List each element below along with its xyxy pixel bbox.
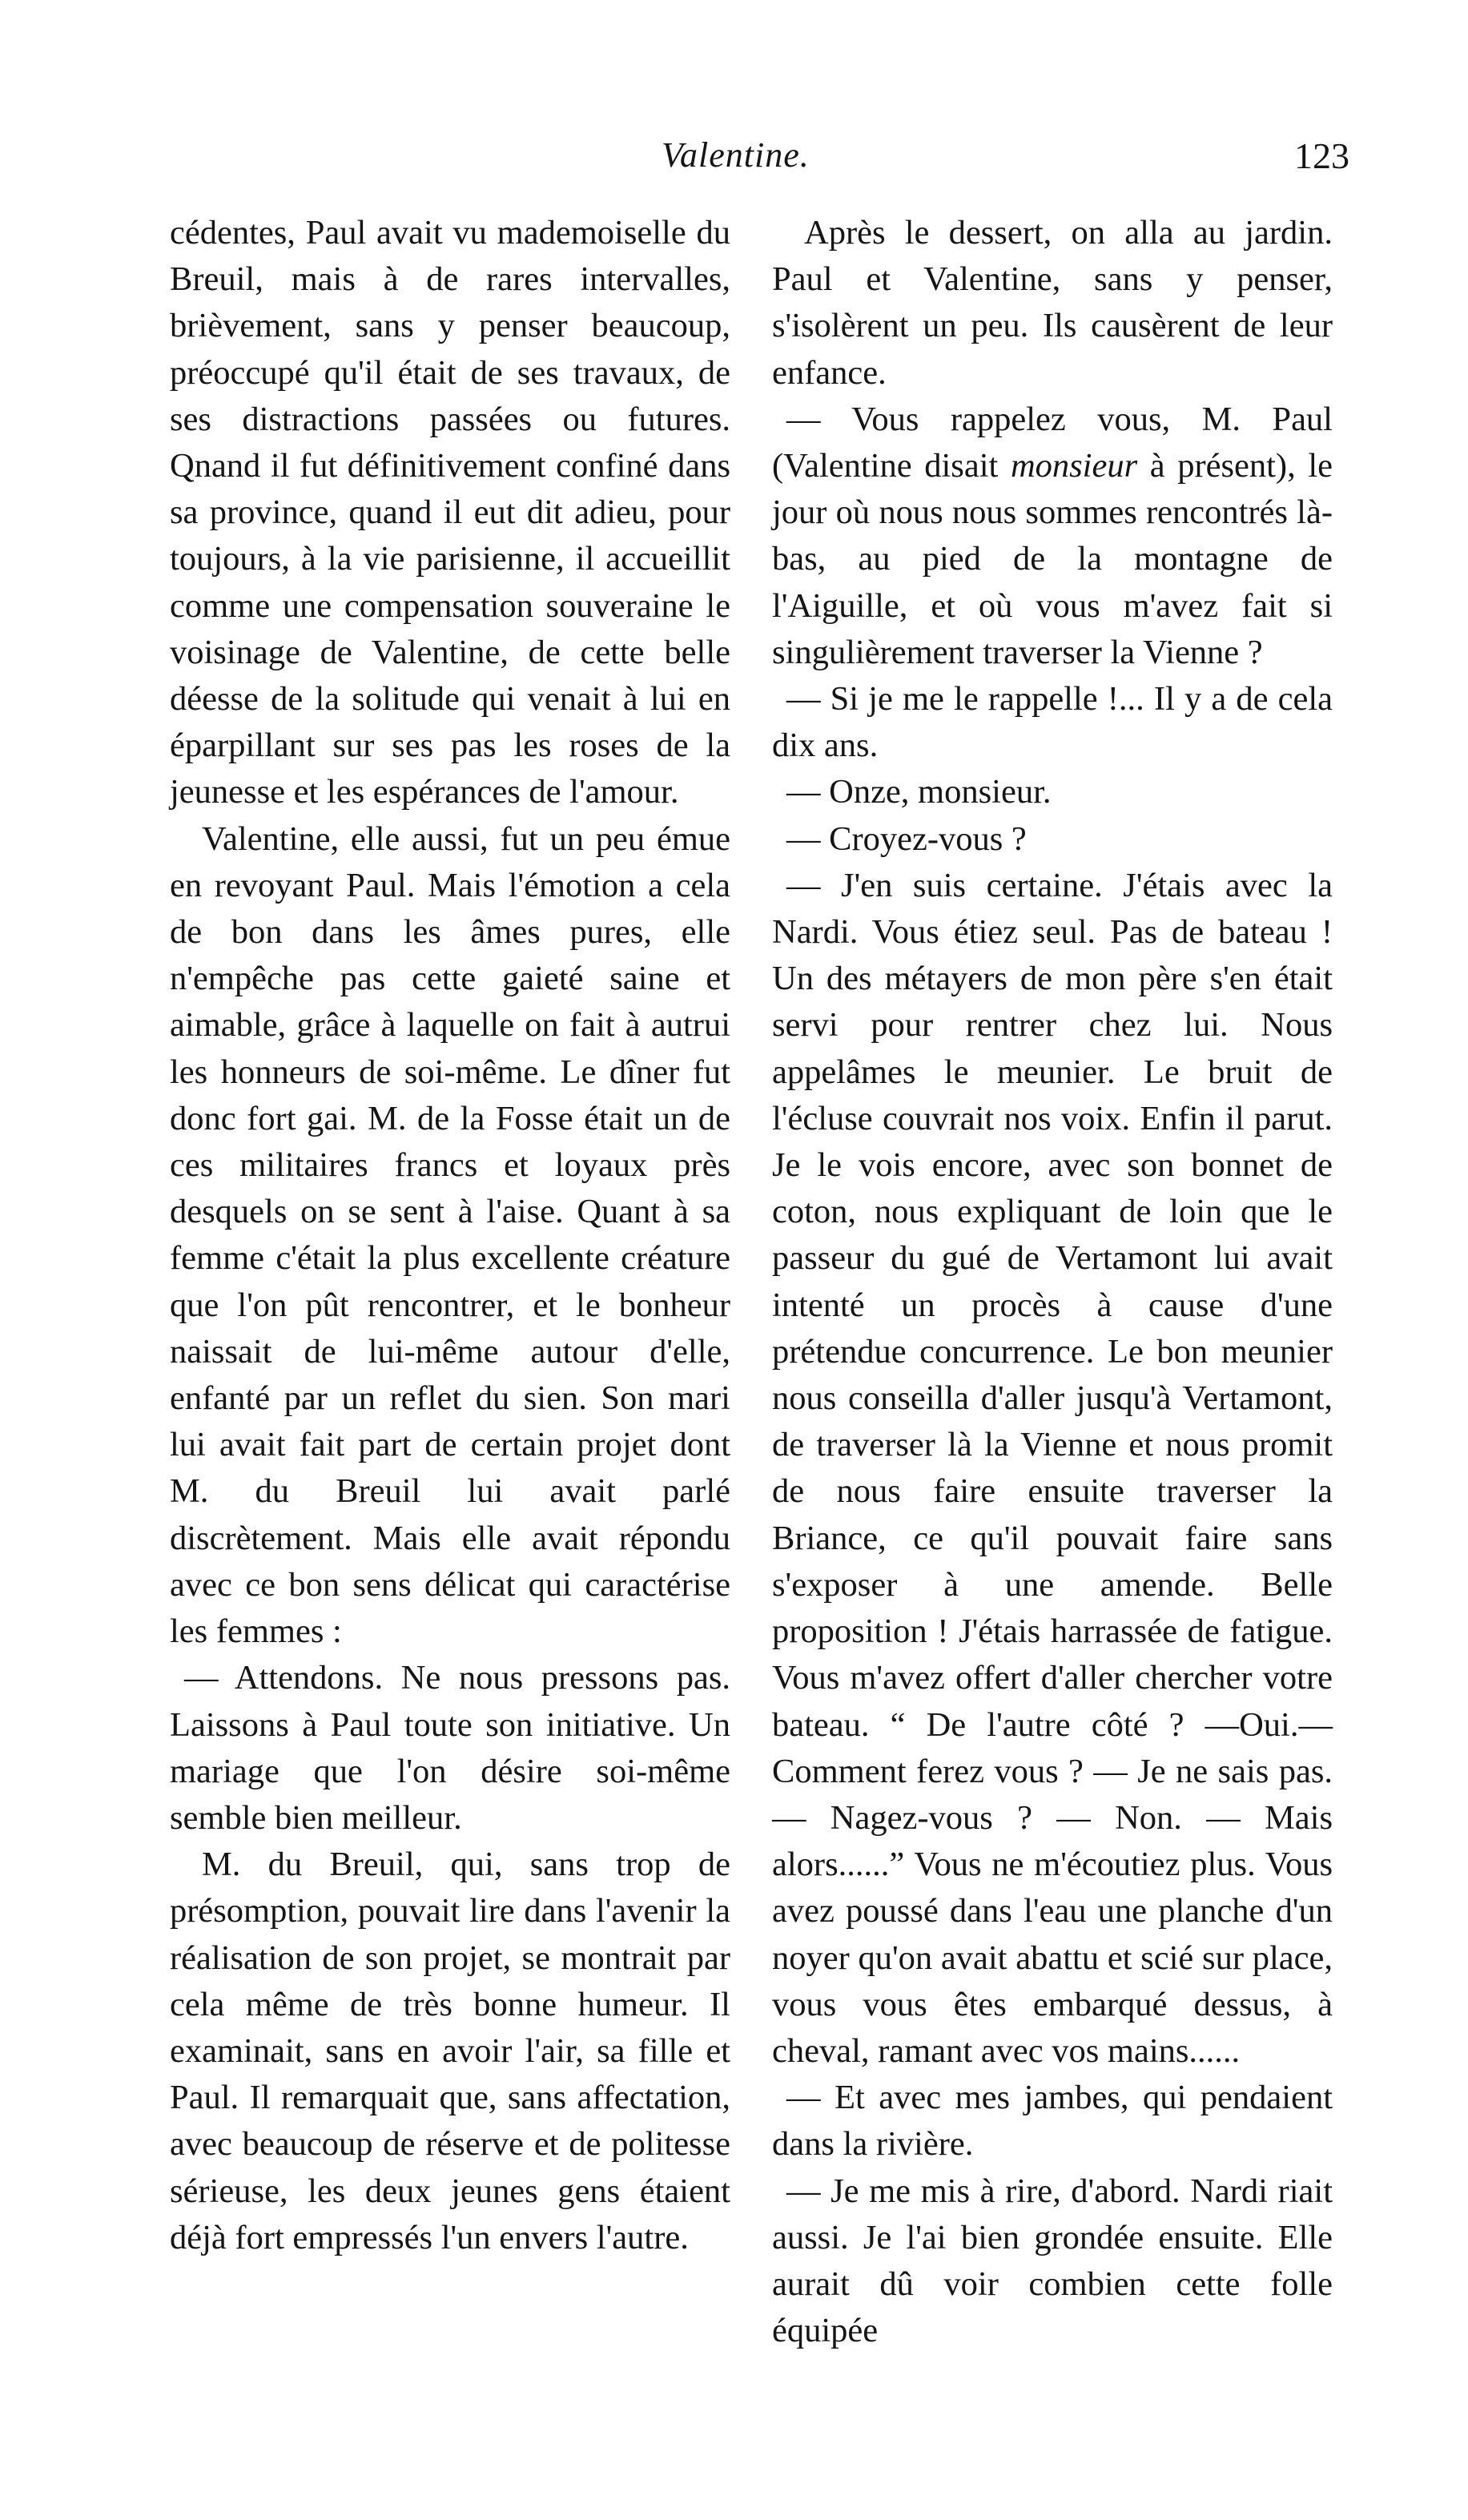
paragraph: cédentes, Paul avait vu mademoiselle du Breuil, mais à de rares intervalles, brièvement, sans y penser beaucoup, préoccupé qu'il était de ses travaux, de ses distractions passées ou futures. Qnand il fut définitivement confiné dans sa province, quand il eut dit adieu, pour toujours, à la vie parisienne, il accueillit comme une compensation souveraine le voisinage de Valentine, de cette belle déesse de la solitude qui venait à lui en éparpillant sur ses pas les roses de la jeunesse et les espérances de l'amour.	[170, 214, 730, 811]
dialogue-paragraph: — Si je me le rappelle !... Il y a de cela dix ans.	[772, 680, 1333, 765]
page-number: 123	[1294, 135, 1349, 176]
dialogue-paragraph: — Croyez-vous ?	[786, 819, 1027, 858]
right-column	[772, 210, 1333, 2354]
dialogue-paragraph: — Attendons. Ne nous pressons pas. Laissons à Paul toute son initiative. Un mariage que l'on désire soi-même semble bien meilleur.	[170, 1659, 730, 1837]
left-column	[170, 210, 730, 2261]
emphasis-word: monsieur	[1010, 447, 1138, 485]
dialogue-paragraph: — J'en suis certaine. J'étais avec la Nardi. Vous étiez seul. Pas de bateau ! Un des métayers de mon père s'en était servi pour rentrer chez lui. Nous appelâmes le meunier. Le bruit de l'écluse couvrait nos voix. Enfin il parut. Je le vois encore, avec son bonnet de coton, nous expliquant de loin que le passeur du gué de Vertamont lui avait intenté un procès à cause d'une prétendue concurrence. Le bon meunier nous conseilla d'aller jusqu'à Vertamont, de traverser là la Vienne et nous promit de nous faire ensuite traverser la Briance, ce qu'il pouvait faire sans s'exposer à une amende. Belle proposition ! J'étais harrassée de fatigue. Vous m'avez offert d'aller chercher votre bateau. “ De l'autre côté ? —Oui.— Comment ferez vous ? — Je ne sais pas. — Nagez-vous ? — Non. — Mais alors......” Vous ne m'écoutiez plus. Vous avez poussé dans l'eau une planche d'un noyer qu'on avait abattu et scié sur place, vous vous êtes embarqué dessus, à cheval, ramant avec vos mains......	[772, 866, 1333, 2070]
text-run: à présent), le jour où nous nous sommes rencontrés là-bas, au pied de la montagne de l'Aiguille, et où vous m'avez fait si singulièrement traverser la Vienne ?	[772, 447, 1333, 671]
running-title: Valentine.	[662, 135, 810, 175]
running-head	[0, 135, 1468, 183]
paragraph: Après le dessert, on alla au jardin. Paul et Valentine, sans y penser, s'isolèrent un peu. Ils causèrent de leur enfance.	[772, 214, 1333, 392]
dialogue-paragraph: — Et avec mes jambes, qui pendaient dans la rivière.	[772, 2079, 1333, 2164]
dialogue-paragraph	[772, 397, 1333, 676]
text-run: — Vous rappelez vous, M. Paul (Valentine disait	[772, 400, 1333, 485]
dialogue-paragraph: — Onze, monsieur.	[786, 773, 1052, 811]
paragraph: M. du Breuil, qui, sans trop de présomption, pouvait lire dans l'avenir la réalisation de son projet, se montrait par cela même de très bonne humeur. Il examinait, sans en avoir l'air, sa fille et Paul. Il remarquait que, sans affectation, avec beaucoup de réserve et de politesse sérieuse, les deux jeunes gens étaient déjà fort empressés l'un envers l'autre.	[170, 1846, 730, 2256]
paragraph: Valentine, elle aussi, fut un peu émue en revoyant Paul. Mais l'émotion a cela de bon dans les âmes pures, elle n'empêche pas cette gaieté saine et aimable, grâce à laquelle on fait à autrui les honneurs de soi-même. Le dîner fut donc fort gai. M. de la Fosse était un de ces militaires francs et loyaux près desquels on se sent à l'aise. Quant à sa femme c'était la plus excellente créature que l'on pût rencontrer, et le bonheur naissait de lui-même autour d'elle, enfanté par un reflet du sien. Son mari lui avait fait part de certain projet dont M. du Breuil lui avait parlé discrètement. Mais elle avait répondu avec ce bon sens délicat qui caractérise les femmes :	[170, 819, 730, 1651]
dialogue-paragraph: — Je me mis à rire, d'abord. Nardi riait aussi. Je l'ai bien grondée ensuite. Elle aurait dû voir combien cette folle équipée	[772, 2172, 1333, 2350]
